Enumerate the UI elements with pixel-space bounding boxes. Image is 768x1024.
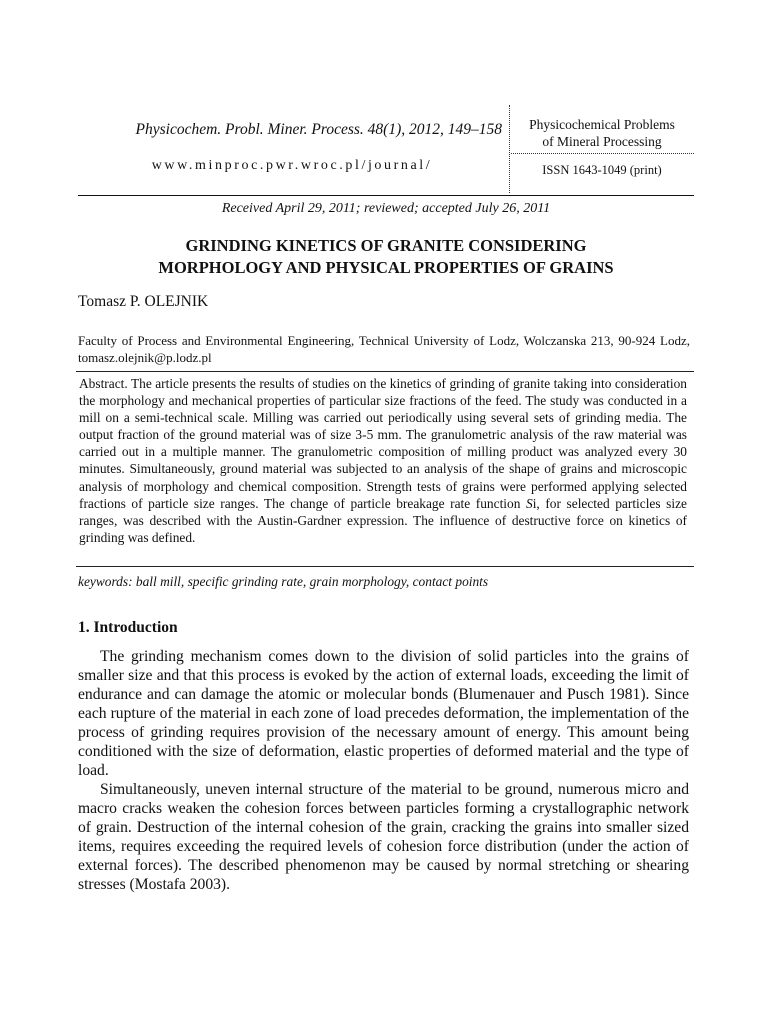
paragraph: Simultaneously, uneven internal structure of the material to be ground, numerous micro and macro cracks weaken the cohesion forces between particles forming a crystallographic network of grain. Destruction of the internal cohesion of the grain, cracking the grains into smaller sized items, requires exceeding the required levels of cohesion force distribution (under the action of external forces). The described phenomenon may be caused by normal stretching or shearing stresses (Mostafa 2003).: [78, 781, 689, 893]
received-dates: Received April 29, 2011; reviewed; accepted July 26, 2011: [221, 201, 551, 216]
header-rule: [78, 195, 694, 196]
paper-title: [78, 235, 694, 279]
journal-name-line1: Physicochemical Problems: [529, 117, 675, 132]
citation: Physicochem. Probl. Miner. Process. 48(1), 2012, 149–158: [135, 121, 502, 138]
header-divider-dotted: [511, 153, 694, 154]
section-heading: 1. Introduction: [78, 619, 178, 636]
abstract-text-a: Abstract. The article presents the results of studies on the kinetics of grinding of granite taking into consideration the morphology and mechanical properties of particular size fractions of the feed. The study was conducted in a mill on a semi-technical scale. Milling was carried out periodically using several sets of grinding media. The output fraction of the ground material was of size 3-5 mm. The granulometric analysis of the raw material was carried out in a multiple manner. The granulometric composition of milling product was analyzed every 30 minutes. Simultaneously, ground material was subjected to an analysis of the shape of grains and microscopic analysis of morphology and chemical composition. Strength tests of grains were performed applying selected fractions of particle size ranges. The change of particle breakage rate function: [79, 376, 687, 511]
journal-name: [512, 116, 692, 150]
title-line1: GRINDING KINETICS OF GRANITE CONSIDERING: [185, 236, 587, 255]
header-divider-vertical: [509, 105, 510, 193]
abstract: [79, 375, 687, 546]
abstract-box: [76, 371, 694, 567]
title-line2: MORPHOLOGY AND PHYSICAL PROPERTIES OF GRAINS: [158, 258, 614, 277]
journal-url[interactable]: www.minproc.pwr.wroc.pl/journal/: [151, 158, 433, 173]
keywords: keywords: ball mill, specific grinding rate, grain morphology, contact points: [78, 574, 489, 589]
abstract-si-subscript: i: [532, 495, 537, 511]
abstract-text-b: , for selected particles size ranges, was described with the Austin-Gardner expression. The influence of destructive force on kinetics of grinding was defined.: [79, 495, 687, 545]
affiliation: Faculty of Process and Environmental Engineering, Technical University of Lodz, Wolczanska 213, 90-924 Lodz, tomasz.olejnik@p.lodz.pl: [78, 333, 690, 365]
journal-name-line2: of Mineral Processing: [542, 134, 662, 149]
paragraph: The grinding mechanism comes down to the division of solid particles into the grains of smaller size and that this process is evoked by the action of external loads, exceeding the limit of endurance and can damage the atomic or molecular bonds (Blumenauer and Pusch 1981). Since each rupture of the material in each zone of load precedes deformation, the implementation of the process of grinding requires provision of the necessary amount of energy. This amount being conditioned with the size of deformation, elastic properties of deformed material and the type of load.: [78, 648, 689, 779]
issn: ISSN 1643-1049 (print): [542, 163, 662, 177]
section-body: [78, 647, 689, 894]
author: Tomasz P. OLEJNIK: [78, 293, 209, 310]
abstract-si-symbol: S: [525, 495, 533, 511]
